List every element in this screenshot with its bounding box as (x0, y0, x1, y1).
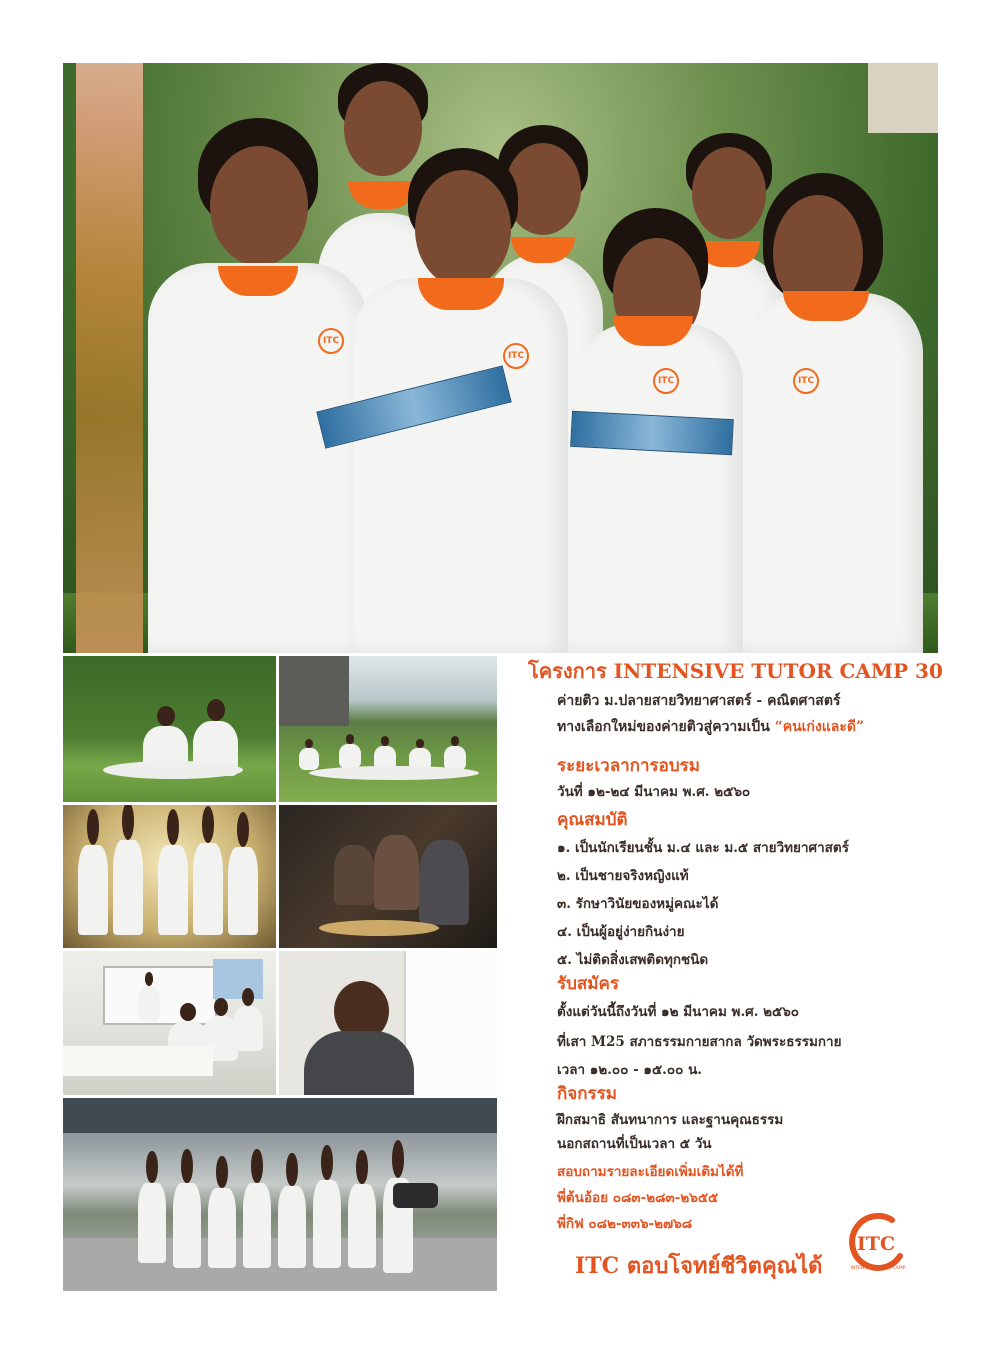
itc-logo (842, 1212, 914, 1274)
itc-logo-mark: ITC (856, 1233, 896, 1255)
registration-heading: รับสมัคร (557, 974, 620, 994)
photo-classroom (63, 951, 276, 1095)
itc-shirt-logo: ITC (503, 343, 529, 369)
slogan: ITC ตอบโจทย์ชีวิตคุณได้ (575, 1253, 823, 1279)
camp-subtitle-line1: ค่ายติว ม.ปลายสายวิทยาศาสตร์ - คณิตศาสตร์ (557, 693, 841, 709)
photo-meditation-field (279, 656, 497, 802)
camp-subtitle-highlight: “คนเก่งและดี” (774, 719, 865, 735)
qualification-item: ๒. เป็นชายจริงหญิงแท้ (557, 868, 689, 884)
camp-subtitle-line2 (557, 716, 864, 738)
training-period-dates: วันที่ ๑๒-๒๔ มีนาคม พ.ศ. ๒๕๖๐ (557, 784, 751, 800)
contact-phone-1: พี่ต้นอ้อย ๐๘๓-๒๘๓-๒๖๕๕ (557, 1190, 719, 1206)
itc-shirt-logo: ITC (793, 368, 819, 394)
itc-logo-tagline: INTENSIVE TUTOR CAMP (850, 1266, 906, 1271)
activities-heading: กิจกรรม (557, 1084, 618, 1104)
photo-group-hall (63, 1098, 497, 1291)
registration-dates: ตั้งแต่วันนี้ถึงวันที่ ๑๒ มีนาคม พ.ศ. ๒๕๖๐ (557, 1004, 800, 1020)
photo-candle-ceremony (279, 805, 497, 948)
background-building (868, 63, 938, 133)
training-period-heading: ระยะเวลาการอบรม (557, 756, 700, 776)
qualification-item: ๔. เป็นผู้อยู่ง่ายกินง่าย (557, 924, 685, 940)
activities-line2: นอกสถานที่เป็นเวลา ๕ วัน (557, 1136, 712, 1152)
activities-line1: ฝึกสมาธิ สันทนาการ และฐานคุณธรรม (557, 1112, 784, 1128)
contact-heading: สอบถามรายละเอียดเพิ่มเติมได้ที่ (557, 1164, 744, 1180)
itc-shirt-logo: ITC (318, 328, 344, 354)
photo-group-tunnel (63, 805, 276, 948)
photo-reading-on-lawn (63, 656, 276, 802)
qualifications-heading: คุณสมบัติ (557, 810, 628, 830)
student (743, 173, 923, 653)
qualification-item: ๕. ไม่ติดสิ่งเสพติดทุกชนิด (557, 952, 709, 968)
student (148, 118, 368, 653)
photo-whiteboard-writing (279, 951, 497, 1095)
itc-shirt-logo: ITC (653, 368, 679, 394)
registration-location: ที่เสา M25 สภาธรรมกายสากล วัดพระธรรมกาย (557, 1034, 842, 1050)
decorative-stripe (76, 63, 143, 653)
qualification-item: ๑. เป็นนักเรียนชั้น ม.๔ และ ม.๕ สายวิทยาศาสตร์ (557, 840, 849, 856)
hero-photo (63, 63, 938, 653)
camp-title: โครงการ INTENSIVE TUTOR CAMP 30 (528, 659, 943, 683)
camp-subtitle-text: ทางเลือกใหม่ของค่ายติวสู่ความเป็น (557, 719, 775, 735)
qualification-item: ๓. รักษาวินัยของหมู่คณะได้ (557, 896, 719, 912)
registration-time: เวลา ๑๒.๐๐ - ๑๕.๐๐ น. (557, 1062, 702, 1078)
contact-phone-2: พี่กิฟ ๐๘๒-๓๓๖-๒๗๖๘ (557, 1216, 693, 1232)
